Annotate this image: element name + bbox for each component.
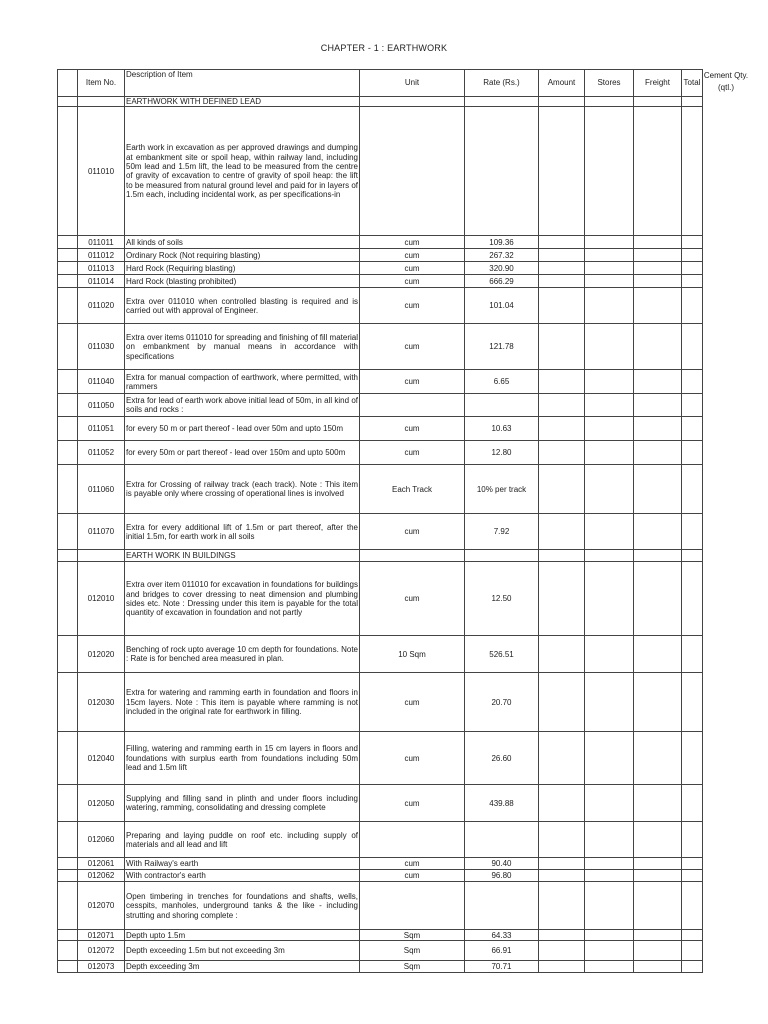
- stores-cell: [585, 370, 634, 394]
- unit-cell: 10 Sqm: [360, 636, 465, 673]
- amount-cell: [539, 465, 585, 514]
- unit-cell: cum: [360, 275, 465, 288]
- rate-cell: [465, 97, 539, 107]
- total-cell: [682, 275, 703, 288]
- total-cell: [682, 673, 703, 732]
- amount-cell: [539, 249, 585, 262]
- description-cell: With contractor's earth: [125, 870, 360, 882]
- table-row: [58, 732, 703, 785]
- amount-cell: [539, 870, 585, 882]
- row-blank-cell: [58, 236, 78, 249]
- unit-cell: Sqm: [360, 961, 465, 973]
- table-row: [58, 514, 703, 550]
- table-row: [58, 107, 703, 236]
- table-row: [58, 394, 703, 417]
- unit-cell: cum: [360, 417, 465, 441]
- unit-cell: cum: [360, 288, 465, 324]
- item-no-cell: 011040: [78, 370, 125, 394]
- row-blank-cell: [58, 249, 78, 262]
- row-blank-cell: [58, 417, 78, 441]
- rate-cell: 12.50: [465, 562, 539, 636]
- item-no-cell: 012061: [78, 858, 125, 870]
- freight-cell: [634, 941, 682, 961]
- row-blank-cell: [58, 441, 78, 465]
- stores-cell: [585, 441, 634, 465]
- table-row: [58, 858, 703, 870]
- unit-cell: [360, 882, 465, 930]
- amount-cell: [539, 417, 585, 441]
- rate-cell: 526.51: [465, 636, 539, 673]
- section-heading: EARTH WORK IN BUILDINGS: [125, 550, 360, 562]
- header-amount: Amount: [539, 70, 585, 97]
- unit-cell: cum: [360, 732, 465, 785]
- stores-cell: [585, 636, 634, 673]
- description-cell: Hard Rock (Requiring blasting): [125, 262, 360, 275]
- header-unit: Unit: [360, 70, 465, 97]
- freight-cell: [634, 97, 682, 107]
- amount-cell: [539, 394, 585, 417]
- header-row: [58, 70, 703, 97]
- unit-cell: cum: [360, 236, 465, 249]
- total-cell: [682, 288, 703, 324]
- rate-cell: 26.60: [465, 732, 539, 785]
- stores-cell: [585, 870, 634, 882]
- item-no-cell: 011051: [78, 417, 125, 441]
- description-cell: Extra over items 011010 for spreading and finishing of fill material on embankment by manual means in accordance with specifications: [125, 324, 360, 370]
- item-no-cell: 012030: [78, 673, 125, 732]
- item-no-cell: 011050: [78, 394, 125, 417]
- freight-cell: [634, 785, 682, 822]
- row-blank-cell: [58, 97, 78, 107]
- description-cell: Extra for watering and ramming earth in foundation and floors in 15cm layers. Note : This item is payable where ramming is not included in the original rate for earthwork in filling.: [125, 673, 360, 732]
- table-row: [58, 822, 703, 858]
- rate-cell: 101.04: [465, 288, 539, 324]
- freight-cell: [634, 465, 682, 514]
- row-blank-cell: [58, 858, 78, 870]
- item-no-cell: 011014: [78, 275, 125, 288]
- freight-cell: [634, 562, 682, 636]
- unit-cell: cum: [360, 370, 465, 394]
- total-cell: [682, 941, 703, 961]
- amount-cell: [539, 107, 585, 236]
- freight-cell: [634, 417, 682, 441]
- unit-cell: [360, 107, 465, 236]
- table-row: [58, 417, 703, 441]
- freight-cell: [634, 514, 682, 550]
- stores-cell: [585, 236, 634, 249]
- item-no-cell: 011012: [78, 249, 125, 262]
- amount-cell: [539, 514, 585, 550]
- stores-cell: [585, 562, 634, 636]
- total-cell: [682, 785, 703, 822]
- section-row: [58, 97, 703, 107]
- stores-cell: [585, 288, 634, 324]
- stores-cell: [585, 262, 634, 275]
- total-cell: [682, 636, 703, 673]
- description-cell: for every 50m or part thereof - lead over 150m and upto 500m: [125, 441, 360, 465]
- amount-cell: [539, 636, 585, 673]
- rate-cell: 90.40: [465, 858, 539, 870]
- description-cell: Depth exceeding 1.5m but not exceeding 3m: [125, 941, 360, 961]
- unit-cell: [360, 394, 465, 417]
- freight-cell: [634, 275, 682, 288]
- description-cell: Hard Rock (blasting prohibited): [125, 275, 360, 288]
- description-cell: Extra for manual compaction of earthwork, where permitted, with rammers: [125, 370, 360, 394]
- stores-cell: [585, 97, 634, 107]
- freight-cell: [634, 236, 682, 249]
- unit-cell: cum: [360, 324, 465, 370]
- total-cell: [682, 417, 703, 441]
- item-no-cell: [78, 97, 125, 107]
- rate-cell: 64.33: [465, 930, 539, 941]
- row-blank-cell: [58, 785, 78, 822]
- rate-cell: 320.90: [465, 262, 539, 275]
- item-no-cell: 012050: [78, 785, 125, 822]
- total-cell: [682, 961, 703, 973]
- amount-cell: [539, 288, 585, 324]
- item-no-cell: 012073: [78, 961, 125, 973]
- total-cell: [682, 249, 703, 262]
- amount-cell: [539, 961, 585, 973]
- total-cell: [682, 858, 703, 870]
- header-blank-cell: [58, 70, 78, 97]
- amount-cell: [539, 324, 585, 370]
- freight-cell: [634, 394, 682, 417]
- rate-cell: 7.92: [465, 514, 539, 550]
- page-title: CHAPTER - 1 : EARTHWORK: [320, 43, 448, 53]
- freight-cell: [634, 262, 682, 275]
- total-cell: [682, 550, 703, 562]
- rate-cell: [465, 550, 539, 562]
- total-cell: [682, 732, 703, 785]
- stores-cell: [585, 822, 634, 858]
- row-blank-cell: [58, 324, 78, 370]
- unit-cell: cum: [360, 262, 465, 275]
- rate-cell: [465, 107, 539, 236]
- description-cell: With Railway's earth: [125, 858, 360, 870]
- table-row: [58, 961, 703, 973]
- row-blank-cell: [58, 394, 78, 417]
- amount-cell: [539, 858, 585, 870]
- row-blank-cell: [58, 673, 78, 732]
- header-item-no: Item No.: [78, 70, 125, 97]
- unit-cell: cum: [360, 514, 465, 550]
- schedule-table: [57, 69, 703, 973]
- stores-cell: [585, 673, 634, 732]
- total-cell: [682, 262, 703, 275]
- item-no-cell: 011013: [78, 262, 125, 275]
- total-cell: [682, 97, 703, 107]
- rate-cell: 666.29: [465, 275, 539, 288]
- header-description: Description of Item: [125, 70, 360, 97]
- rate-cell: [465, 822, 539, 858]
- table-row: [58, 288, 703, 324]
- rate-cell: 109.36: [465, 236, 539, 249]
- table-row: [58, 673, 703, 732]
- total-cell: [682, 870, 703, 882]
- total-cell: [682, 370, 703, 394]
- unit-cell: [360, 550, 465, 562]
- item-no-cell: 011010: [78, 107, 125, 236]
- table-row: [58, 370, 703, 394]
- item-no-cell: 011030: [78, 324, 125, 370]
- description-cell: Supplying and filling sand in plinth and under floors including watering, ramming, consolidating and dressing complete: [125, 785, 360, 822]
- freight-cell: [634, 870, 682, 882]
- item-no-cell: 011011: [78, 236, 125, 249]
- table-row: [58, 465, 703, 514]
- rate-cell: 10% per track: [465, 465, 539, 514]
- freight-cell: [634, 370, 682, 394]
- row-blank-cell: [58, 930, 78, 941]
- unit-cell: cum: [360, 562, 465, 636]
- table-row: [58, 941, 703, 961]
- row-blank-cell: [58, 550, 78, 562]
- description-cell: Filling, watering and ramming earth in 15 cm layers in floors and foundations with surplus earth from foundations including 50m lead and 1.5m lift: [125, 732, 360, 785]
- freight-cell: [634, 107, 682, 236]
- freight-cell: [634, 441, 682, 465]
- stores-cell: [585, 394, 634, 417]
- row-blank-cell: [58, 262, 78, 275]
- total-cell: [682, 324, 703, 370]
- header-total: Total: [682, 70, 703, 97]
- description-cell: for every 50 m or part thereof - lead over 50m and upto 150m: [125, 417, 360, 441]
- description-cell: Extra over 011010 when controlled blasting is required and is carried out with approval of Engineer.: [125, 288, 360, 324]
- section-heading: EARTHWORK WITH DEFINED LEAD: [125, 97, 360, 107]
- amount-cell: [539, 941, 585, 961]
- stores-cell: [585, 961, 634, 973]
- rate-cell: 12.80: [465, 441, 539, 465]
- stores-cell: [585, 249, 634, 262]
- rate-cell: 70.71: [465, 961, 539, 973]
- freight-cell: [634, 636, 682, 673]
- amount-cell: [539, 930, 585, 941]
- table-row: [58, 930, 703, 941]
- row-blank-cell: [58, 562, 78, 636]
- description-cell: Ordinary Rock (Not requiring blasting): [125, 249, 360, 262]
- total-cell: [682, 822, 703, 858]
- amount-cell: [539, 673, 585, 732]
- item-no-cell: 012020: [78, 636, 125, 673]
- item-no-cell: 011052: [78, 441, 125, 465]
- item-no-cell: 012040: [78, 732, 125, 785]
- row-blank-cell: [58, 465, 78, 514]
- row-blank-cell: [58, 107, 78, 236]
- freight-cell: [634, 550, 682, 562]
- unit-cell: cum: [360, 441, 465, 465]
- item-no-cell: 012071: [78, 930, 125, 941]
- item-no-cell: 011020: [78, 288, 125, 324]
- total-cell: [682, 441, 703, 465]
- amount-cell: [539, 562, 585, 636]
- description-cell: Benching of rock upto average 10 cm depth for foundations. Note : Rate is for benched area measured in plan.: [125, 636, 360, 673]
- amount-cell: [539, 275, 585, 288]
- rate-cell: 121.78: [465, 324, 539, 370]
- freight-cell: [634, 249, 682, 262]
- total-cell: [682, 465, 703, 514]
- table-row: [58, 562, 703, 636]
- total-cell: [682, 107, 703, 236]
- amount-cell: [539, 882, 585, 930]
- stores-cell: [585, 275, 634, 288]
- item-no-cell: 012060: [78, 822, 125, 858]
- unit-cell: Sqm: [360, 941, 465, 961]
- header-rate: Rate (Rs.): [465, 70, 539, 97]
- freight-cell: [634, 858, 682, 870]
- description-cell: Extra over item 011010 for excavation in foundations for buildings and bridges to cover dressing to neat dimension and plumbing sides etc. Note : Dressing under this item is payable for the total quantity of excavation in foundation and not partly: [125, 562, 360, 636]
- amount-cell: [539, 732, 585, 785]
- total-cell: [682, 562, 703, 636]
- rate-cell: 6.65: [465, 370, 539, 394]
- rate-cell: 20.70: [465, 673, 539, 732]
- unit-cell: cum: [360, 870, 465, 882]
- amount-cell: [539, 236, 585, 249]
- table-row: [58, 882, 703, 930]
- description-cell: Depth upto 1.5m: [125, 930, 360, 941]
- table-row: [58, 785, 703, 822]
- header-cement-qty: Cement Qty.(qtl.): [703, 71, 749, 92]
- row-blank-cell: [58, 275, 78, 288]
- header-freight: Freight: [634, 70, 682, 97]
- row-blank-cell: [58, 370, 78, 394]
- stores-cell: [585, 858, 634, 870]
- unit-cell: cum: [360, 858, 465, 870]
- description-cell: Extra for every additional lift of 1.5m or part thereof, after the initial 1.5m, for earth work in all soils: [125, 514, 360, 550]
- total-cell: [682, 930, 703, 941]
- stores-cell: [585, 107, 634, 236]
- description-cell: Extra for lead of earth work above initial lead of 50m, in all kind of soils and rocks :: [125, 394, 360, 417]
- section-row: [58, 550, 703, 562]
- row-blank-cell: [58, 636, 78, 673]
- rate-cell: [465, 882, 539, 930]
- unit-cell: cum: [360, 249, 465, 262]
- table-row: [58, 275, 703, 288]
- amount-cell: [539, 785, 585, 822]
- unit-cell: Each Track: [360, 465, 465, 514]
- amount-cell: [539, 441, 585, 465]
- freight-cell: [634, 961, 682, 973]
- table-row: [58, 249, 703, 262]
- table-row: [58, 636, 703, 673]
- description-cell: All kinds of soils: [125, 236, 360, 249]
- stores-cell: [585, 324, 634, 370]
- rate-cell: 10.63: [465, 417, 539, 441]
- amount-cell: [539, 822, 585, 858]
- freight-cell: [634, 882, 682, 930]
- item-no-cell: 012010: [78, 562, 125, 636]
- freight-cell: [634, 324, 682, 370]
- total-cell: [682, 394, 703, 417]
- item-no-cell: 011070: [78, 514, 125, 550]
- item-no-cell: 012072: [78, 941, 125, 961]
- stores-cell: [585, 550, 634, 562]
- stores-cell: [585, 941, 634, 961]
- row-blank-cell: [58, 514, 78, 550]
- freight-cell: [634, 288, 682, 324]
- description-cell: Extra for Crossing of railway track (each track). Note : This item is payable only where crossing of operational lines is involved: [125, 465, 360, 514]
- total-cell: [682, 882, 703, 930]
- rate-cell: 66.91: [465, 941, 539, 961]
- item-no-cell: 012070: [78, 882, 125, 930]
- stores-cell: [585, 732, 634, 785]
- table-row: [58, 236, 703, 249]
- unit-cell: Sqm: [360, 930, 465, 941]
- unit-cell: [360, 822, 465, 858]
- row-blank-cell: [58, 870, 78, 882]
- row-blank-cell: [58, 941, 78, 961]
- description-cell: Open timbering in trenches for foundations and shafts, wells, cesspits, manholes, underground tanks & the like - including strutting and shoring complete :: [125, 882, 360, 930]
- freight-cell: [634, 930, 682, 941]
- amount-cell: [539, 550, 585, 562]
- rate-cell: 439.88: [465, 785, 539, 822]
- amount-cell: [539, 262, 585, 275]
- item-no-cell: [78, 550, 125, 562]
- unit-cell: cum: [360, 785, 465, 822]
- row-blank-cell: [58, 822, 78, 858]
- item-no-cell: 012062: [78, 870, 125, 882]
- row-blank-cell: [58, 961, 78, 973]
- stores-cell: [585, 514, 634, 550]
- amount-cell: [539, 370, 585, 394]
- description-cell: Earth work in excavation as per approved drawings and dumping at embankment site or spoil heap, within railway land, including 50m lead and 1.5m lift, the lead to be measured from the centre of gravity of excavation to centre of gravity of spoil heap: the lift to be measured from natural ground level and paid for in layers of 1.5m each, including incidental work, as per specifications-in: [125, 107, 360, 236]
- total-cell: [682, 514, 703, 550]
- description-cell: Depth exceeding 3m: [125, 961, 360, 973]
- table-row: [58, 262, 703, 275]
- unit-cell: [360, 97, 465, 107]
- stores-cell: [585, 930, 634, 941]
- item-no-cell: 011060: [78, 465, 125, 514]
- stores-cell: [585, 417, 634, 441]
- row-blank-cell: [58, 882, 78, 930]
- freight-cell: [634, 822, 682, 858]
- freight-cell: [634, 673, 682, 732]
- rate-cell: 267.32: [465, 249, 539, 262]
- row-blank-cell: [58, 732, 78, 785]
- stores-cell: [585, 465, 634, 514]
- amount-cell: [539, 97, 585, 107]
- row-blank-cell: [58, 288, 78, 324]
- stores-cell: [585, 882, 634, 930]
- total-cell: [682, 236, 703, 249]
- table-row: [58, 441, 703, 465]
- description-cell: Preparing and laying puddle on roof etc. including supply of materials and all lead and lift: [125, 822, 360, 858]
- stores-cell: [585, 785, 634, 822]
- freight-cell: [634, 732, 682, 785]
- table-row: [58, 870, 703, 882]
- unit-cell: cum: [360, 673, 465, 732]
- rate-cell: 96.80: [465, 870, 539, 882]
- rate-cell: [465, 394, 539, 417]
- table-row: [58, 324, 703, 370]
- header-stores: Stores: [585, 70, 634, 97]
